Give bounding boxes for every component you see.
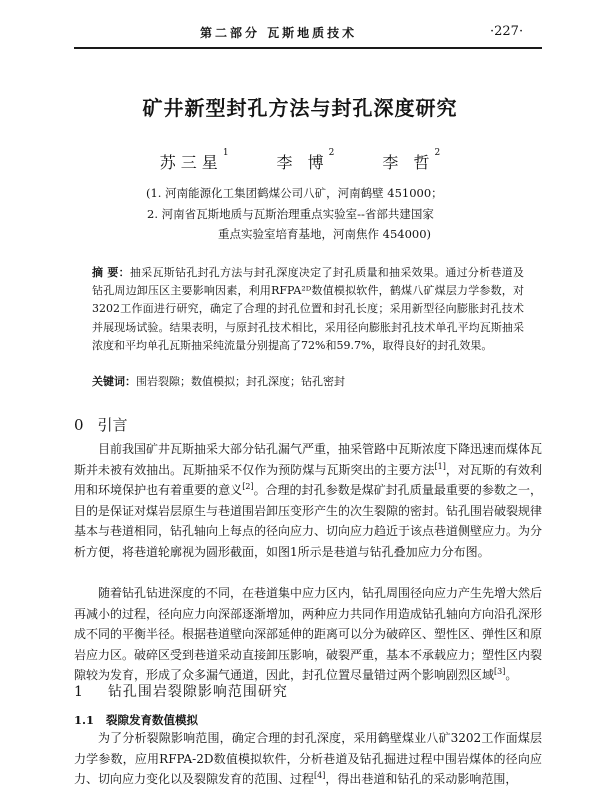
paragraph-text: 随着钻孔钻进深度的不同，在巷道集中应力区内，钻孔周围径向应力产生先增大然后再减小的过程，径向应力向深部逐渐增加，两种应力共同作用造成钻孔轴向方向沿孔深形成不同的平衡半径。根据巷道壁向深部延伸的距离可以分为破碎区、塑性区、弹性区和原岩应力区。破碎区受到巷道采动直接卸压影响，破裂严重，基本不承载应力；塑性区内裂隙较为发育，形成了众多漏气通道，因此，封孔位置尽量错过两个影响剧烈区域 <box>74 586 543 683</box>
subsection-title: 裂隙发育数值模拟 <box>106 713 199 727</box>
citation-ref: [2] <box>242 482 254 492</box>
keywords-text: 围岩裂隙；数值模拟；封孔深度；钻孔密封 <box>136 375 345 388</box>
paragraph-text: ，得出巷道和钻孔的采动影响范围， <box>325 772 518 787</box>
affiliation-line-3: 重点实验室培育基地，河南焦作 454000) <box>218 227 432 241</box>
section-heading-1 <box>74 681 288 701</box>
affiliation-line-2: 2. 河南省瓦斯地质与瓦斯治理重点实验室--省部共建国家 <box>147 207 434 221</box>
paper-title: 矿井新型封孔方法与封孔深度研究 <box>142 96 458 120</box>
body-paragraph-1 <box>74 439 542 563</box>
author-list <box>0 150 600 173</box>
author-2 <box>277 150 335 173</box>
abstract-text: 抽采瓦斯钻孔封孔方法与封孔深度决定了封孔质量和抽采效果。通过分析巷道及钻孔周边卸压区主要影响因素，利用RFPA²ᴰ数值模拟软件，鹤煤八矿煤层力学参数，对3202工作面进行研究，确定了合理的封孔位置和封孔长度；采用新型径向膨胀封孔技术并展现场试验。结果表明，与原封孔技术相比，采用径向膨胀封孔技术单孔平均瓦斯抽采浓度和平均单孔瓦斯抽采纯流量分别提高了72%和59.7%，取得良好的封孔效果。 <box>92 266 524 352</box>
author-name: 苏三星 <box>159 153 223 172</box>
paragraph-text: 为了分析裂隙影响范围，确定合理的封孔深度，采用鹤壁煤业八矿3202工作面煤层力学参数，应用RFPA-2D数值模拟软件，分析巷道及钻孔掘进过程中围岩煤体的径向应力、切向应力变化以及裂隙发育的范围、过程 <box>74 731 542 787</box>
header-rule <box>74 47 542 49</box>
citation-ref: [3] <box>494 667 506 677</box>
affiliation-mark: 2 <box>434 148 441 158</box>
section-title: 钻孔围岩裂隙影响范围研究 <box>107 684 288 700</box>
body-paragraph-2 <box>74 583 542 686</box>
subsection-heading-1-1 <box>74 712 198 728</box>
affiliation-line-1: (1. 河南能源化工集团鹤煤公司八矿，河南鹤壁 451000； <box>146 186 443 200</box>
author-3 <box>382 150 440 173</box>
citation-ref: [4] <box>314 771 326 781</box>
abstract <box>92 264 524 355</box>
paragraph-text: 。 <box>505 668 518 683</box>
section-heading-0 <box>74 414 128 435</box>
paragraph-text: 目前我国矿井瓦斯抽采大部分钻孔漏气严重，抽采管路中瓦斯浓度下降迅速而煤体瓦斯并未被有效抽出。瓦斯抽采不仅作为预防煤与瓦斯突出的主要方法 <box>74 442 543 477</box>
citation-ref: [1] <box>434 461 446 471</box>
keywords-label: 关键词： <box>92 375 136 388</box>
section-number: 1 <box>74 684 84 700</box>
body-paragraph-3 <box>74 728 542 790</box>
subsection-number: 1.1 <box>74 713 95 727</box>
paragraph-text: 。合理的封孔参数是煤矿封孔质量最重要的参数之一，目的是保证对煤岩层原生与巷道围岩卸压变形产生的次生裂隙的密封。钻孔围岩破裂规律基本与巷道相同，钻孔轴向上每点的径向应力、切向应力趋近于该点巷道侧壁应力。为分析方便，将巷道轮廓视为圆形截面，如图1所示是巷道与钻孔叠加应力分布图。 <box>74 483 543 559</box>
running-head: 第二部分 瓦斯地质技术 <box>200 26 358 40</box>
section-title: 引言 <box>97 416 128 434</box>
author-1 <box>160 150 229 173</box>
abstract-label: 摘 要： <box>92 266 130 279</box>
author-name: 李 博 <box>276 153 329 172</box>
page-number: ·227· <box>490 24 524 39</box>
paragraph-text: ，对瓦斯的有效利用和环境保护也有着重要的意义 <box>74 462 542 498</box>
author-name: 李 哲 <box>382 153 435 172</box>
affiliation-mark: 2 <box>328 148 335 158</box>
keywords <box>92 373 345 389</box>
affiliation-mark: 1 <box>222 148 229 158</box>
section-number: 0 <box>74 416 84 434</box>
